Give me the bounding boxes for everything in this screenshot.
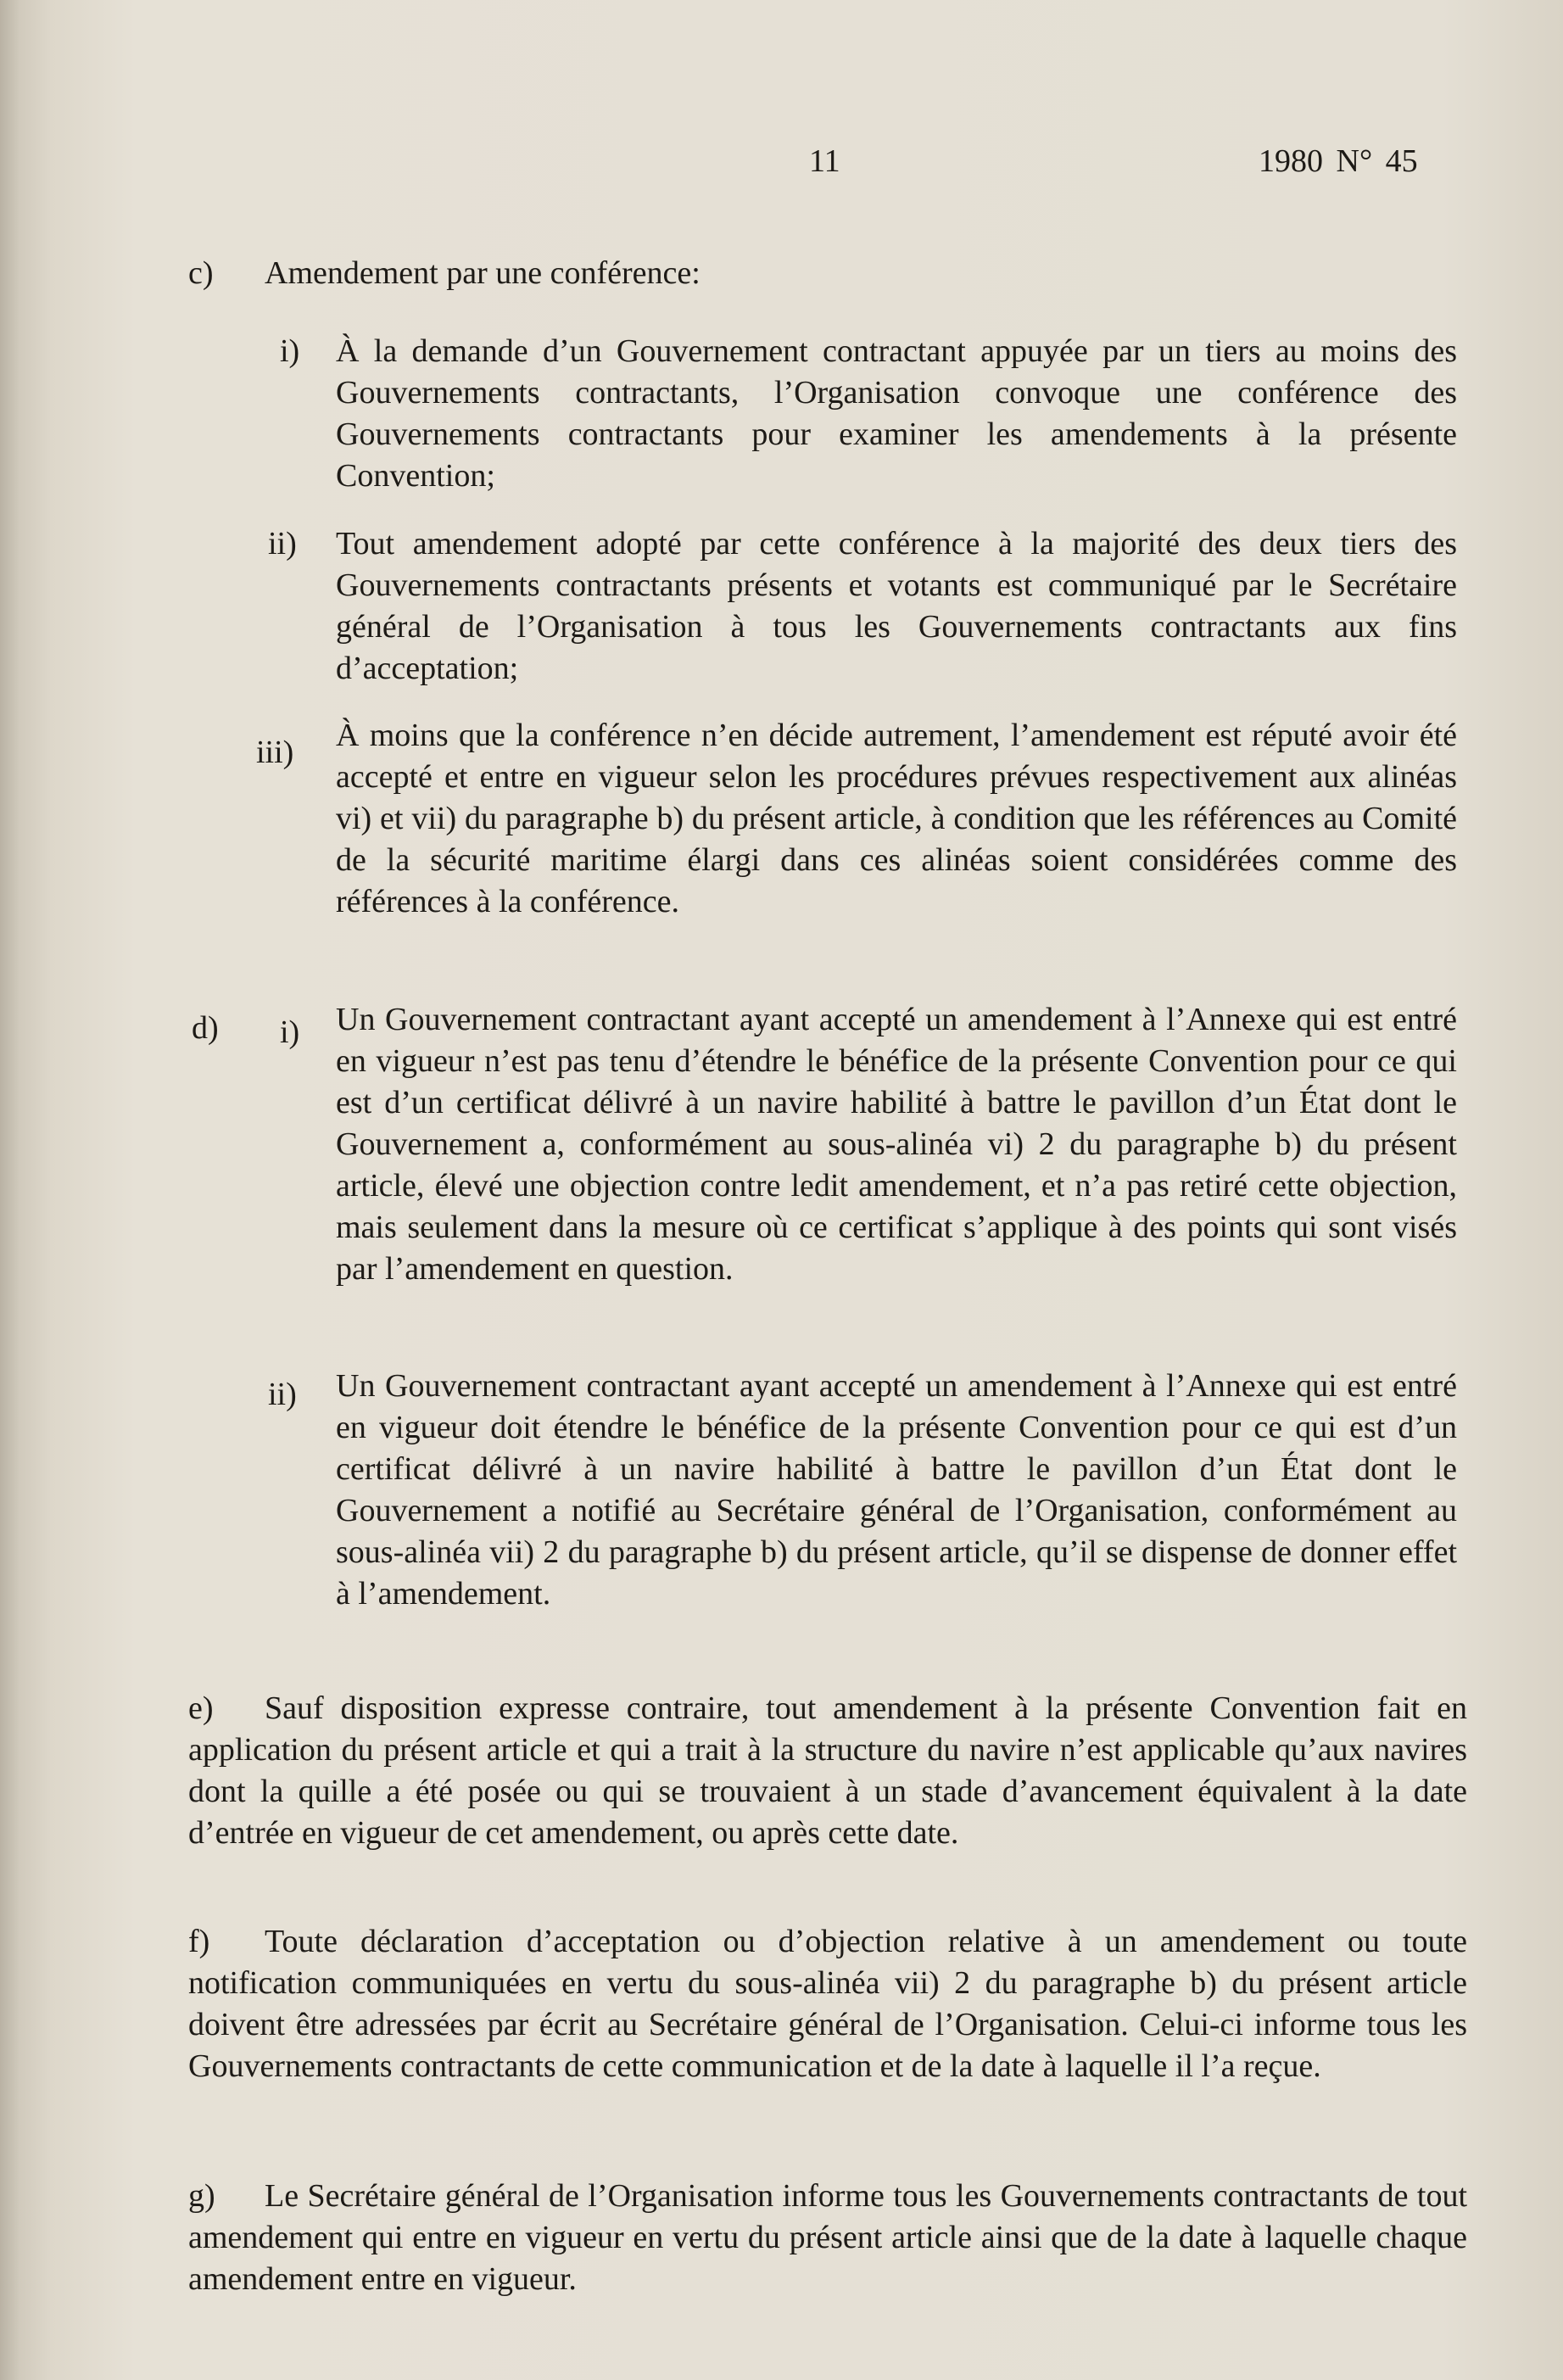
section-g-text: Le Secrétaire général de l’Organisation informe tous les Gouvernements contractants de tout amendement qui entre en vigueur en vertu du présent article ainsi que de la date à laquelle chaque amendement entre en vigueur. (188, 2178, 1467, 2297)
section-c-item-3-text: À moins que la conférence n’en décide autrement, l’amendement est réputé avoir été accepté et entre en vigueur selon les procédures prévues respectivement aux alinéas vi) et vii) du paragraphe b) du présent article, à condition que les références au Comité de la sécurité maritime élargi dans ces alinéas soient considérées comme des références à la conférence. (336, 718, 1457, 919)
section-c-item-2-text: Tout amendement adopté par cette conférence à la majorité des deux tiers des Gouvernements contractants présents et votants est communiqué par le Secrétaire général de l’Organisation à tous les Gouvernements contractants aux fins d’acceptation; (336, 526, 1457, 686)
document-reference: 1980 N° 45 (1259, 143, 1418, 179)
section-d-item-1-text: Un Gouvernement contractant ayant accepté un amendement à l’Annexe qui est entré en vigueur n’est pas tenu d’étendre le bénéfice de la présente Convention pour ce qui est d’un certificat délivré à un navire habilité à battre le pavillon d’un État dont le Gouvernement a, conformément au sous-alinéa vi) 2 du paragraphe b) du présent article, élevé une objection contre ledit amendement, et n’a pas retiré cette objection, mais seulement dans la mesure où ce certificat s’applique à des points qui sont visés par l’amendement en question. (336, 1002, 1457, 1287)
section-d-item-2-text: Un Gouvernement contractant ayant accepté un amendement à l’Annexe qui est entré en vigueur doit étendre le bénéfice de la présente Convention pour ce qui est d’un certificat délivré à un navire habilité à battre le pavillon d’un État dont le Gouvernement a notifié au Secrétaire général de l’Organisation, conformément au sous-alinéa vii) 2 du paragraphe b) du présent article, qu’il se dispense de donner effet à l’amendement. (336, 1368, 1457, 1612)
section-c-intro: Amendement par une conférence: (265, 255, 701, 291)
section-f-text: Toute déclaration d’acceptation ou d’objection relative à un amendement ou toute notification communiquées en vertu du sous-alinéa vii) 2 du paragraphe b) du présent article doivent être adressées par écrit au Secrétaire général de l’Organisation. Celui-ci informe tous les Gouvernements contractants de cette communication et de la date à laquelle il l’a reçue. (188, 1924, 1467, 2084)
page-spine-shadow (0, 0, 19, 2380)
section-e-text: Sauf disposition expresse contraire, tout amendement à la présente Convention fait en application du présent article et qui a trait à la structure du navire n’est applicable qu’aux navires dont la quille a été posée ou qui se trouvaient à un stade d’avancement équivalent à la date d’entrée en vigueur de cet amendement, ou après cette date. (188, 1690, 1467, 1851)
section-e-marker: e) (188, 1690, 214, 1726)
section-g-paragraph (188, 2176, 1467, 2300)
section-c-marker: c) (188, 255, 214, 291)
page-number: 11 (809, 143, 840, 179)
page-header (0, 142, 1563, 193)
section-f-marker: f) (188, 1924, 210, 1959)
section-f-paragraph (188, 1921, 1467, 2087)
section-c-item-2-marker: ii) (268, 526, 297, 561)
section-d-item-1-marker: i) (280, 1014, 300, 1050)
section-c-item-1-marker: i) (280, 333, 300, 369)
section-e-paragraph (188, 1688, 1467, 1854)
section-d-item-2-marker: ii) (268, 1377, 297, 1412)
section-c-item-3-marker: iii) (256, 735, 294, 770)
section-d-marker: d) (192, 1010, 219, 1046)
section-g-marker: g) (188, 2178, 215, 2214)
section-c-item-1-text: À la demande d’un Gouvernement contractant appuyée par un tiers au moins des Gouvernements contractants, l’Organisation convoque une conférence des Gouvernements contractants pour examiner les amendements à la présente Convention; (336, 333, 1457, 494)
